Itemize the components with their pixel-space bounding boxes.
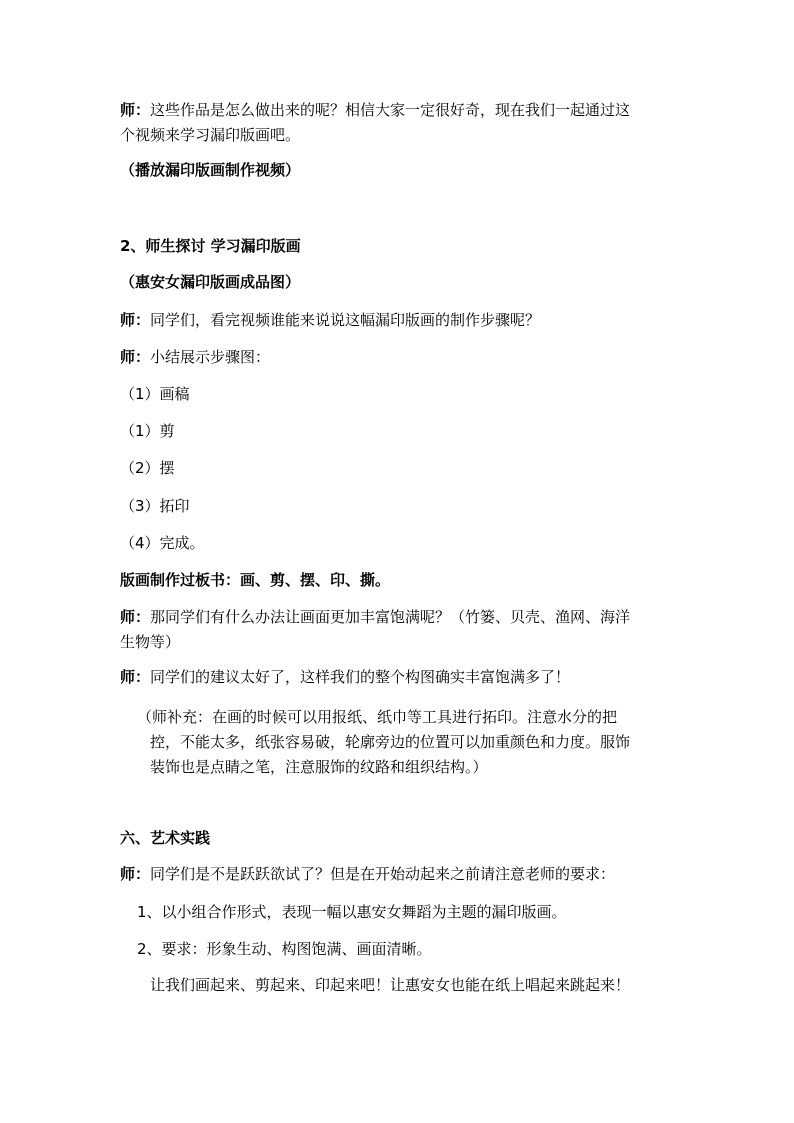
- speaker-label: 师：: [120, 865, 151, 883]
- requirement-item: 1、以小组合作形式，表现一幅以惠安女舞蹈为主题的漏印版画。: [137, 903, 567, 921]
- paragraph-text: 同学们是不是跃跃欲试了？但是在开始动起来之前请注意老师的要求：: [150, 865, 616, 883]
- speaker-label: 师：: [120, 348, 151, 366]
- closing-line: 让我们画起来、剪起来、印起来吧！让惠安女也能在纸上唱起来跳起来！: [150, 976, 631, 994]
- paragraph: [120, 665, 570, 689]
- paragraph-text: 小结展示步骤图：: [150, 348, 271, 366]
- stage-direction: （播放漏印版画制作视频）: [120, 161, 301, 179]
- speaker-label: 师：: [120, 608, 151, 626]
- paragraph-text: 那同学们有什么办法让画面更加丰富饱满呢？（竹篓、贝壳、渔网、海洋: [150, 608, 631, 626]
- step-item: （4）完成。: [120, 534, 205, 552]
- speaker-label: 师：: [120, 311, 151, 329]
- requirement-item: 2、要求：形象生动、构图饱满、画面清晰。: [137, 940, 432, 958]
- board-summary: 版画制作过板书：画、剪、摆、印、撕。: [120, 571, 391, 589]
- paragraph-line2: 生物等）: [120, 633, 181, 651]
- step-item: （1）画稿: [120, 385, 190, 403]
- paragraph-text: 这些作品是怎么做出来的呢？相信大家一定很好奇，现在我们一起通过这: [150, 101, 631, 119]
- step-item: （2）摆: [120, 459, 175, 477]
- paragraph-line1: [120, 605, 630, 629]
- paragraph-intro-line1: [120, 98, 630, 122]
- paragraph-text: 同学们，看完视频谁能来说说这幅漏印版画的制作步骤呢？: [150, 311, 541, 329]
- step-item: （3）拓印: [120, 497, 190, 515]
- step-item: （1）剪: [120, 422, 175, 440]
- teacher-note-line2: 控，不能太多，纸张容易破，轮廓旁边的位置可以加重颜色和力度。服饰: [150, 733, 631, 751]
- speaker-label: 师：: [120, 668, 151, 686]
- paragraph: [120, 308, 540, 332]
- teacher-note-line3: 装饰也是点睛之笔，注意服饰的纹路和组织结构。）: [150, 758, 488, 776]
- teacher-note-line1: （师补充：在画的时候可以用报纸、纸巾等工具进行拓印。注意水分的把: [137, 708, 618, 726]
- stage-direction: （惠安女漏印版画成品图）: [120, 273, 301, 291]
- section-heading: 六、艺术实践: [120, 829, 211, 847]
- paragraph: [120, 862, 615, 886]
- paragraph: [120, 345, 270, 369]
- speaker-label: 师：: [120, 101, 151, 119]
- paragraph-text: 同学们的建议太好了，这样我们的整个构图确实丰富饱满多了！: [150, 668, 571, 686]
- section-heading: 2、师生探讨 学习漏印版画: [120, 237, 301, 255]
- paragraph-intro-line2: 个视频来学习漏印版画吧。: [120, 126, 301, 144]
